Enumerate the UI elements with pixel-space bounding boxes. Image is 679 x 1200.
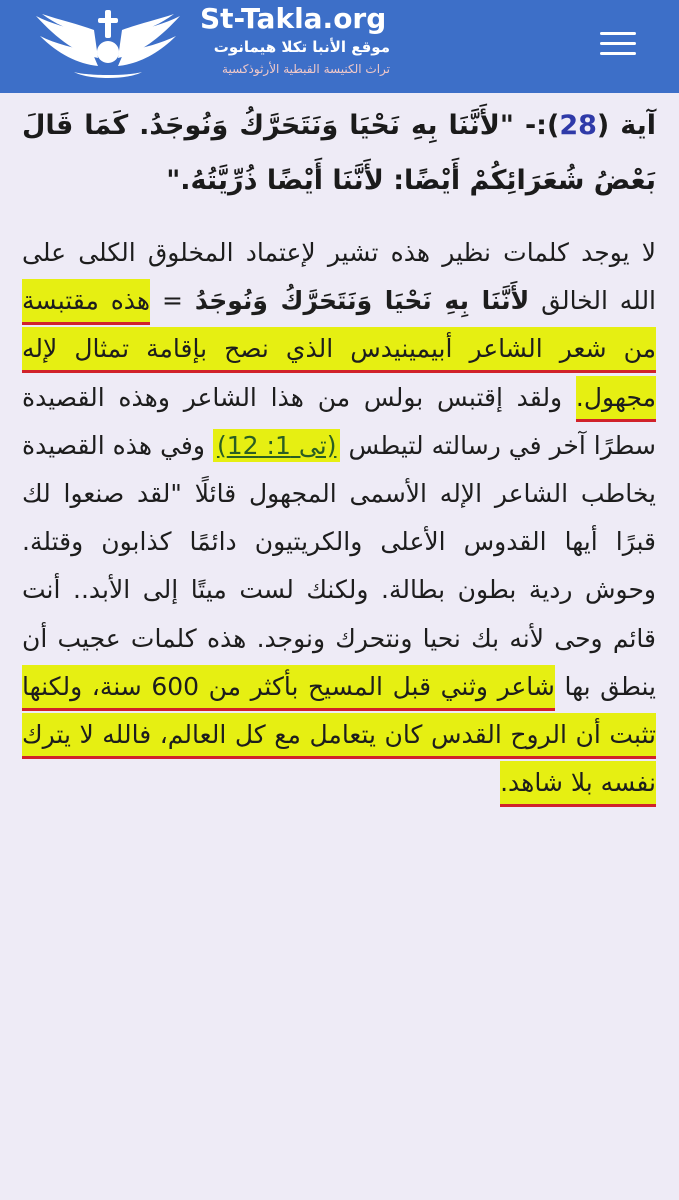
verse-number[interactable]: 28 — [559, 110, 597, 141]
commentary-poem: وفي هذه القصيدة يخاطب الشاعر الإله الأسمى المجهول قائلًا "لقد صنعوا لك قبرًا أيها القدوس الأعلى والكريتيون دائمًا كذابون وقتلة. وحوش ردية بطون بطالة. ولكنك لست ميتًا إلى الأبد.. أنت قائم وحى لأنه بك نحيا ونتحرك ونوجد. هذه كلمات عجيب أن ينطق بها — [22, 430, 656, 701]
equals-sign: = — [150, 286, 195, 316]
winged-cross-logo-icon[interactable] — [28, 6, 188, 86]
hamburger-menu-icon[interactable] — [596, 28, 642, 58]
site-subtitle: موقع الأنبا تكلا هيمانوت — [213, 38, 390, 56]
site-tagline: تراث الكنيسة القبطية الأرثوذكسية — [222, 62, 390, 76]
highlighted-epimenides-quote: هذه مقتبسة من شعر الشاعر أبيمينيدس الذي نصح بإقامة تمثال لإله مجهول. — [22, 279, 656, 421]
verse-suffix: ):- — [513, 110, 560, 141]
quoted-verse-phrase: لأَنَّنَا بِهِ نَحْيَا وَنَتَحَرَّكُ وَنُوجَدُ — [194, 286, 530, 316]
site-name[interactable]: St-Takla.org — [200, 2, 387, 35]
verse-heading — [22, 98, 656, 208]
titus-reference-link[interactable]: (تى 1: 12) — [213, 429, 341, 462]
commentary-paul-quote: ولقد إقتبس بولس من هذا الشاعر وهذه القصيدة سطرًا آخر في رسالته لتيطس — [22, 382, 657, 460]
verse-prefix: آية ( — [596, 110, 656, 141]
site-header — [0, 0, 679, 93]
highlighted-pagan-poet-conclusion: شاعر وثني قبل المسيح بأكثر من 600 سنة، ولكنها تثبت أن الروح القدس كان يتعامل مع كل العالم، فالله لا يترك نفسه بلا شاهد. — [22, 665, 656, 807]
article-content — [22, 98, 656, 807]
commentary-intro: لا يوجد كلمات نظير هذه تشير لإعتماد المخلوق الكلى على الله الخالق — [22, 238, 657, 316]
commentary-paragraph — [22, 229, 656, 807]
verse-text: "لأَنَّنَا بِهِ نَحْيَا وَنَتَحَرَّكُ وَنُوجَدُ. كَمَا قَالَ بَعْضُ شُعَرَائِكُمْ أَيْضًا: لأَنَّنَا أَيْضًا ذُرِّيَّتُهُ." — [22, 110, 656, 196]
